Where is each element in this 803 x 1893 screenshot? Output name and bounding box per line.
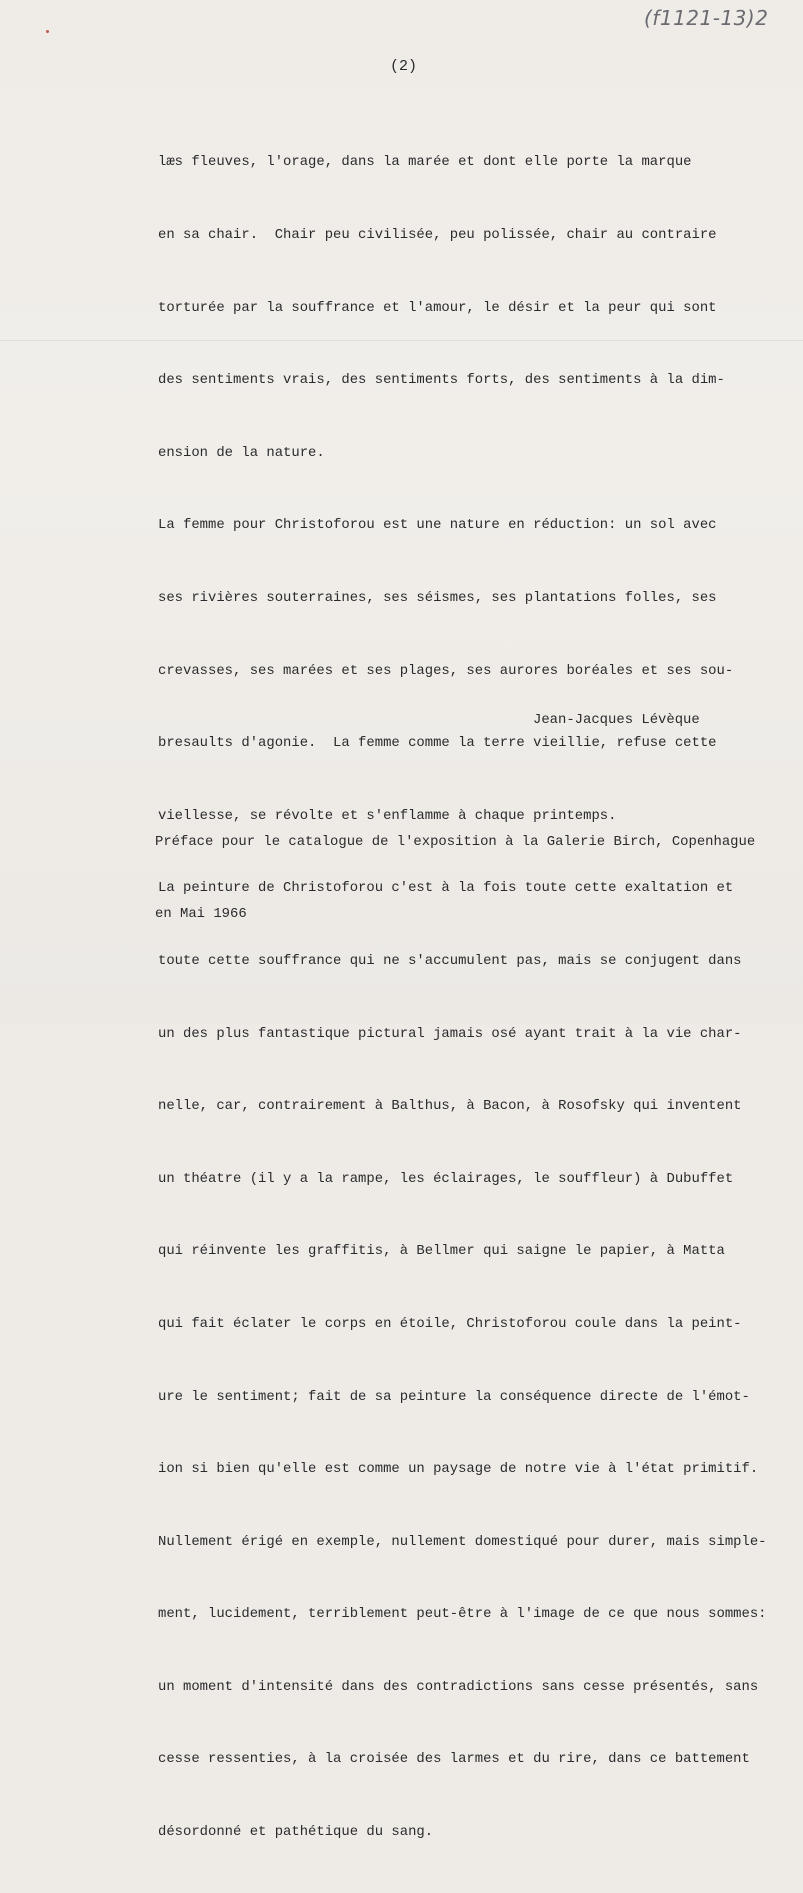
- body-line: un moment d'intensité dans des contradictions sans cesse présentés, sans: [158, 1678, 759, 1695]
- body-text: [158, 102, 770, 1893]
- body-line: désordonné et pathétique du sang.: [158, 1824, 434, 1841]
- body-line: ure le sentiment; fait de sa peinture la conséquence directe de l'émot-: [158, 1388, 750, 1405]
- body-line: torturée par la souffrance et l'amour, le désir et la peur qui sont: [158, 299, 717, 316]
- footer-line: en Mai 1966: [155, 906, 247, 923]
- body-line: La femme pour Christoforou est une nature en réduction: un sol avec: [158, 517, 717, 534]
- body-line: ension de la nature.: [158, 444, 325, 461]
- footer-line: Préface pour le catalogue de l'exposition à la Galerie Birch, Copenhague: [155, 834, 756, 850]
- body-line: bresaults d'agonie. La femme comme la terre vieillie, refuse cette: [158, 735, 717, 752]
- body-line: des sentiments vrais, des sentiments forts, des sentiments à la dim-: [158, 372, 725, 389]
- archive-reference: (f1121-13)2: [644, 6, 769, 30]
- page-number: (2): [390, 58, 418, 75]
- body-line: Nullement érigé en exemple, nullement domestiqué pour durer, mais simple-: [158, 1533, 767, 1550]
- body-line: ses rivières souterraines, ses séismes, ses plantations folles, ses: [158, 589, 717, 606]
- body-line: cesse ressenties, à la croisée des larmes et du rire, dans ce battement: [158, 1751, 750, 1768]
- body-line: ion si bien qu'elle est comme un paysage de notre vie à l'état primitif.: [158, 1461, 759, 1478]
- author-signature: Jean-Jacques Lévèque: [533, 712, 700, 728]
- body-line: qui fait éclater le corps en étoile, Christoforou coule dans la peint-: [158, 1315, 742, 1332]
- body-line: viellesse, se révolte et s'enflamme à chaque printemps.: [158, 807, 617, 824]
- body-line: en sa chair. Chair peu civilisée, peu polissée, chair au contraire: [158, 227, 717, 243]
- body-line: crevasses, ses marées et ses plages, ses aurores boréales et ses sou-: [158, 662, 734, 679]
- footer-note: [155, 782, 755, 974]
- body-line: qui réinvente les graffitis, à Bellmer qui saigne le papier, à Matta: [158, 1243, 725, 1260]
- body-line: læs fleuves, l'orage, dans la marée et dont elle porte la marque: [158, 154, 692, 171]
- body-line: nelle, car, contrairement à Balthus, à Bacon, à Rosofsky qui inventent: [158, 1098, 742, 1115]
- body-line: La peinture de Christoforou c'est à la fois toute cette exaltation et: [158, 880, 734, 897]
- body-line: toute cette souffrance qui ne s'accumulent pas, mais se conjugent dans: [158, 952, 742, 969]
- body-line: un théatre (il y a la rampe, les éclairages, le souffleur) à Dubuffet: [158, 1170, 734, 1187]
- body-line: un des plus fantastique pictural jamais osé ayant trait à la vie char-: [158, 1025, 742, 1042]
- ink-speck: [46, 30, 49, 33]
- body-line: ment, lucidement, terriblement peut-être à l'image de ce que nous sommes:: [158, 1606, 767, 1623]
